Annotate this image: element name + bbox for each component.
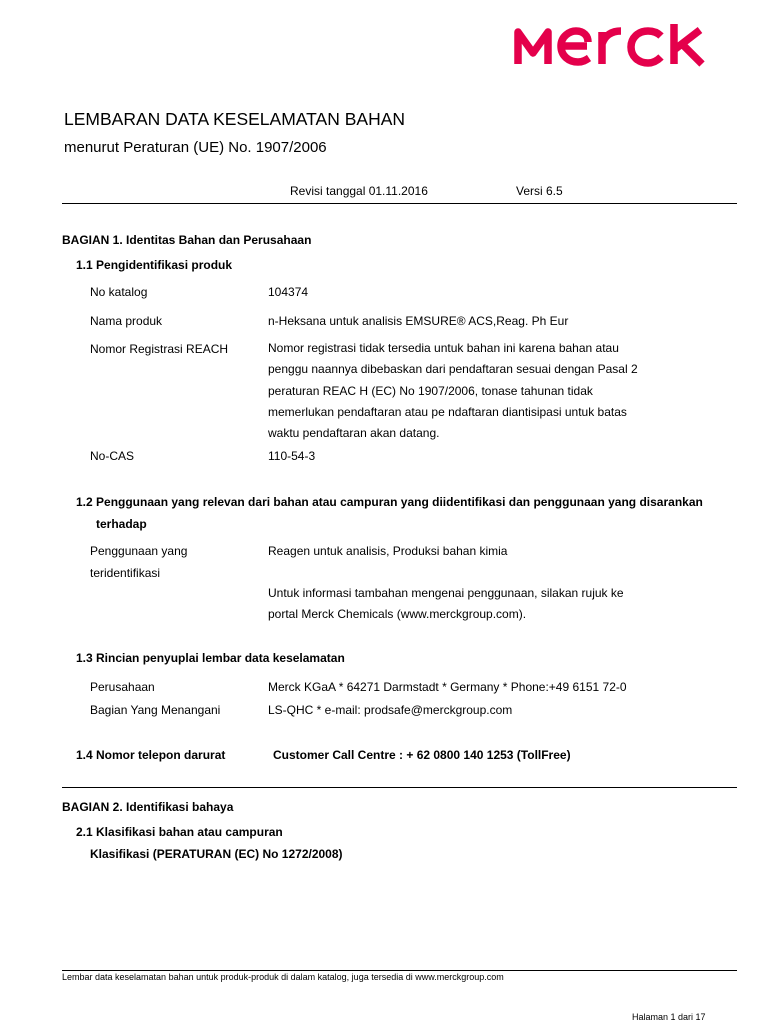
product-name-label: Nama produk bbox=[90, 314, 163, 328]
cas-value: 110-54-3 bbox=[268, 449, 316, 463]
classification-subheading: Klasifikasi (PERATURAN (EC) No 1272/2008) bbox=[90, 847, 343, 861]
document-subtitle: menurut Peraturan (UE) No. 1907/2006 bbox=[64, 139, 327, 156]
company-label: Perusahaan bbox=[90, 680, 155, 694]
cas-label: No-CAS bbox=[90, 449, 135, 463]
use-info-line: portal Merck Chemicals (www.merckgroup.com). bbox=[268, 607, 527, 622]
company-value: Merck KGaA * 64271 Darmstadt * Germany * Phone:+49 6151 72-0 bbox=[268, 680, 627, 694]
section-1-2-heading: 1.2 Penggunaan yang relevan dari bahan atau campuran yang diidentifikasi dan penggunaan yang disarankan bbox=[76, 495, 703, 509]
section-2-heading: BAGIAN 2. Identifikasi bahaya bbox=[62, 800, 234, 814]
merck-logo-mark bbox=[514, 22, 736, 70]
merck-logo bbox=[514, 22, 736, 70]
footer-divider bbox=[62, 970, 737, 971]
emergency-phone: Customer Call Centre : + 62 0800 140 1253 (TollFree) bbox=[273, 748, 571, 762]
section-1-4-heading: 1.4 Nomor telepon darurat bbox=[76, 748, 226, 762]
section-1-heading: BAGIAN 1. Identitas Bahan dan Perusahaan bbox=[62, 233, 312, 247]
use-info-line: Untuk informasi tambahan mengenai penggunaan, silakan rujuk ke bbox=[268, 586, 624, 600]
page-number: Halaman 1 dari 17 bbox=[632, 1012, 706, 1022]
document-title: LEMBARAN DATA KESELAMATAN BAHAN bbox=[64, 109, 406, 129]
version: Versi 6.5 bbox=[516, 184, 563, 198]
reach-line: waktu pendaftaran akan datang. bbox=[268, 426, 440, 440]
department-label: Bagian Yang Menangani bbox=[90, 703, 221, 717]
reach-value bbox=[268, 338, 688, 444]
header-divider bbox=[62, 203, 737, 204]
department-value: LS-QHC * e-mail: prodsafe@merckgroup.com bbox=[268, 703, 513, 717]
catalog-label: No katalog bbox=[90, 285, 148, 299]
product-name-value: n-Heksana untuk analisis EMSURE® ACS,Reag. Ph Eur bbox=[268, 314, 569, 328]
identified-use-label: Penggunaan yang bbox=[90, 544, 188, 558]
footer-note: Lembar data keselamatan bahan untuk produk-produk di dalam katalog, juga tersedia di www.merckgroup.com bbox=[62, 972, 504, 982]
reach-label: Nomor Registrasi REACH bbox=[90, 342, 229, 356]
revision-date: Revisi tanggal 01.11.2016 bbox=[290, 184, 428, 198]
section-divider bbox=[62, 787, 737, 788]
identified-use-value: Reagen untuk analisis, Produksi bahan kimia bbox=[268, 544, 508, 558]
section-1-3-heading: 1.3 Rincian penyuplai lembar data keselamatan bbox=[76, 651, 345, 665]
reach-line: memerlukan pendaftaran atau pe ndaftaran diantisipasi untuk batas bbox=[268, 404, 627, 419]
use-info bbox=[268, 583, 688, 626]
reach-line: penggu naannya dibebaskan dari pendaftaran sesuai dengan Pasal 2 bbox=[268, 362, 638, 377]
catalog-value: 104374 bbox=[268, 285, 309, 299]
section-1-2-heading-cont: terhadap bbox=[96, 517, 147, 531]
reach-line: peraturan REAC H (EC) No 1907/2006, tonase tahunan tidak bbox=[268, 383, 593, 398]
identified-use-label-cont: teridentifikasi bbox=[90, 566, 161, 580]
section-1-1-heading: 1.1 Pengidentifikasi produk bbox=[76, 258, 233, 272]
section-2-1-heading: 2.1 Klasifikasi bahan atau campuran bbox=[76, 825, 283, 839]
reach-line: Nomor registrasi tidak tersedia untuk bahan ini karena bahan atau bbox=[268, 341, 619, 355]
